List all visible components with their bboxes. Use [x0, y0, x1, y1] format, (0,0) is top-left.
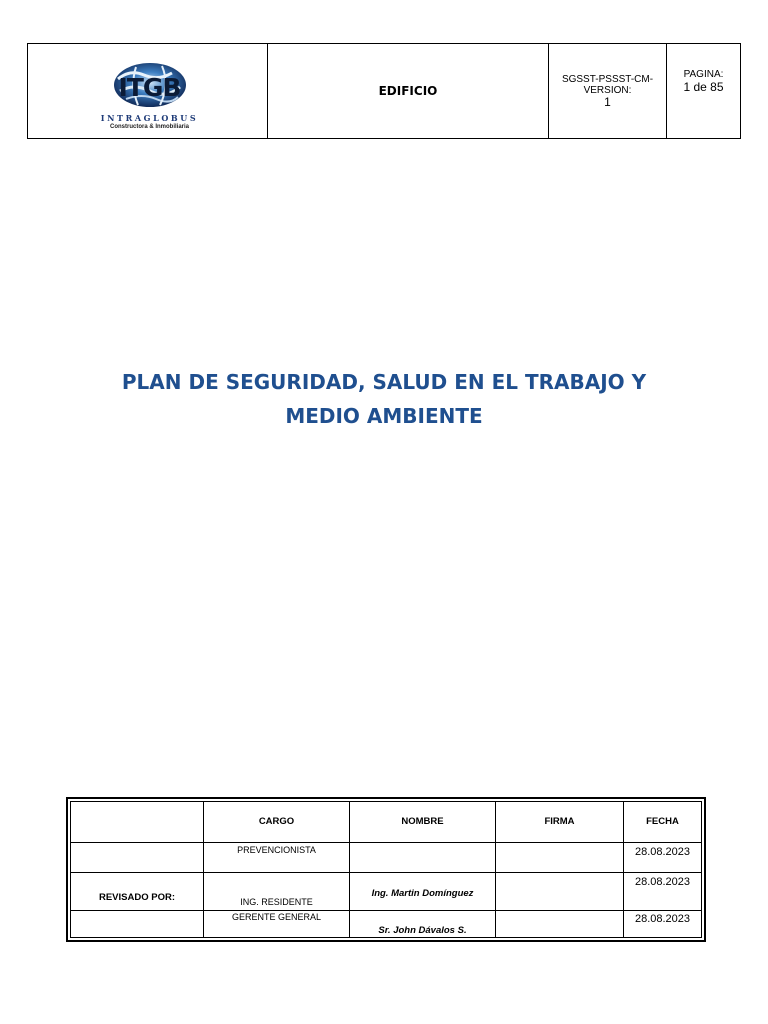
document-code: SGSST-PSSST-CM-	[561, 74, 654, 85]
document-header	[27, 43, 741, 139]
logo-company-name: INTRAGLOBUS	[100, 113, 199, 123]
revisado-por-label: REVISADO POR:	[71, 873, 204, 911]
fecha-cell: 28.08.2023	[624, 910, 702, 937]
cargo-cell: GERENTE GENERAL	[204, 910, 350, 937]
page-value: 1 de 85	[683, 80, 724, 94]
firma-cell	[496, 842, 624, 872]
review-table-header	[71, 802, 702, 843]
company-logo	[100, 61, 200, 130]
cargo-cell: PREVENCIONISTA	[204, 842, 350, 872]
header-title: EDIFICIO	[268, 44, 549, 139]
logo-wordmark: ITGB	[118, 73, 181, 102]
fecha-cell: 28.08.2023	[624, 873, 702, 911]
table-row	[71, 873, 702, 911]
nombre-cell	[350, 842, 496, 872]
page-label: PAGINA:	[683, 69, 724, 80]
review-table	[70, 801, 702, 938]
column-header-fecha: FECHA	[624, 802, 702, 843]
nombre-cell: Sr. John Dávalos S.	[350, 910, 496, 937]
empty-label-cell	[71, 910, 204, 937]
column-header-nombre: NOMBRE	[350, 802, 496, 843]
logo-cell	[28, 44, 268, 139]
review-table-frame	[66, 797, 706, 942]
firma-cell	[496, 910, 624, 937]
document-title	[80, 365, 688, 433]
cargo-cell: ING. RESIDENTE	[204, 873, 350, 911]
nombre-cell: Ing. Martin Domínguez	[350, 873, 496, 911]
logo-tagline: Constructora & Inmobiliaria	[109, 124, 189, 130]
empty-label-cell	[71, 842, 204, 872]
firma-cell	[496, 873, 624, 911]
page-cell	[667, 44, 741, 139]
table-row	[71, 842, 702, 872]
empty-header-cell	[71, 802, 204, 843]
document-code-cell	[549, 44, 667, 139]
fecha-cell: 28.08.2023	[624, 842, 702, 872]
column-header-firma: FIRMA	[496, 802, 624, 843]
version-label: VERSION:	[583, 85, 632, 96]
version-value: 1	[604, 95, 611, 109]
table-row	[71, 910, 702, 937]
document-title-line-1: PLAN DE SEGURIDAD, SALUD EN EL TRABAJO Y	[121, 370, 647, 394]
document-title-line-2: MEDIO AMBIENTE	[285, 404, 483, 428]
column-header-cargo: CARGO	[204, 802, 350, 843]
